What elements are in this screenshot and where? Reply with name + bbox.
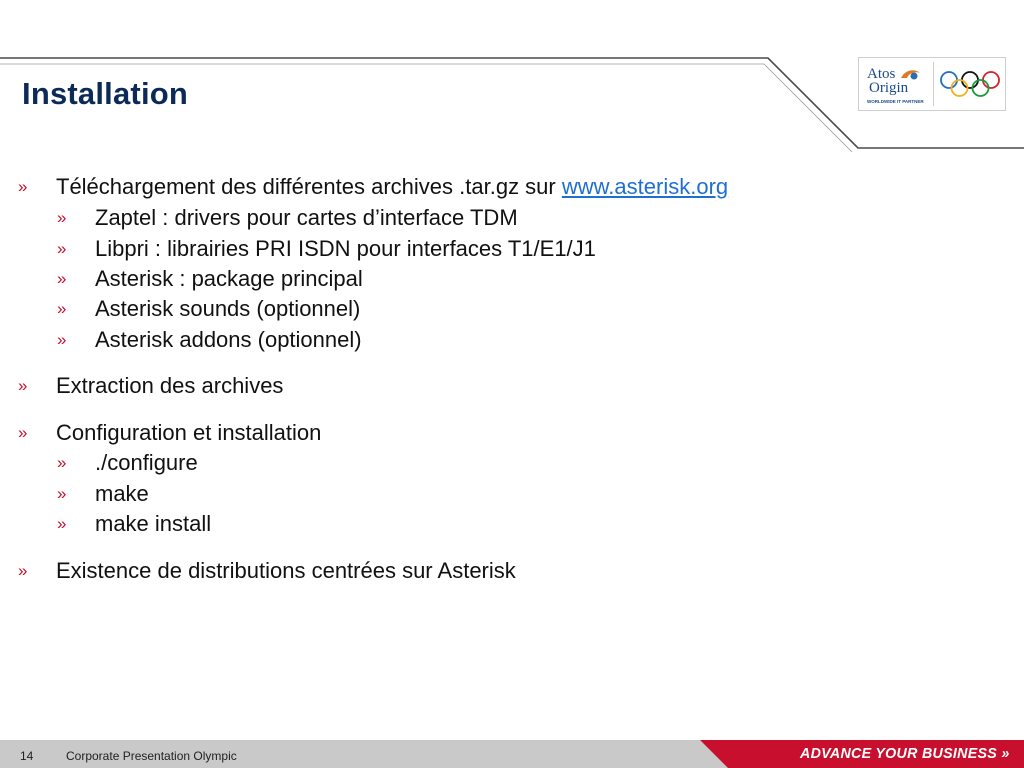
- bullet-marker: »: [57, 208, 67, 227]
- asterisk-link[interactable]: www.asterisk.org: [561, 174, 729, 199]
- sub-bullet-sounds: [57, 296, 361, 322]
- atos-origin-logo: [867, 66, 927, 106]
- bullet-distributions: [18, 558, 516, 584]
- bullet-marker: »: [57, 514, 67, 533]
- logo-brand-line2: Origin: [869, 80, 909, 96]
- bullet-marker: »: [18, 376, 28, 395]
- sub-bullet-text: make install: [95, 511, 212, 536]
- sub-bullet-text: make: [95, 481, 149, 506]
- bullet-text: Existence de distributions centrées sur Asterisk: [56, 558, 516, 583]
- olympic-rings-icon: [939, 70, 1001, 100]
- sub-bullet-text: Asterisk sounds (optionnel): [95, 296, 361, 321]
- bullet-marker: »: [57, 484, 67, 503]
- sub-bullet-addons: [57, 327, 362, 353]
- bullet-text: Téléchargement des différentes archives .tar.gz sur: [56, 174, 562, 199]
- sub-bullet-make-install: [57, 511, 212, 537]
- bullet-text: Extraction des archives: [56, 373, 284, 398]
- bullet-marker: »: [57, 330, 67, 349]
- bullet-marker: »: [57, 239, 67, 258]
- bullet-text: Configuration et installation: [56, 420, 322, 445]
- sub-bullet-text: ./configure: [95, 450, 198, 475]
- bullet-marker: »: [18, 561, 28, 580]
- sub-bullet-libpri: [57, 236, 596, 262]
- page-number: 14: [20, 749, 34, 763]
- bullet-marker: »: [57, 299, 67, 318]
- logo-divider: [933, 62, 934, 106]
- sub-bullet-zaptel: [57, 205, 518, 231]
- footer-banner: ADVANCE YOUR BUSINESS »: [800, 745, 1010, 762]
- logo-brand-line1: Atos: [867, 66, 896, 82]
- sub-bullet-text: Libpri : librairies PRI ISDN pour interfaces T1/E1/J1: [95, 236, 596, 261]
- sub-bullet-asterisk: [57, 266, 363, 292]
- bullet-marker: »: [18, 177, 28, 196]
- logo-tagline: WORLDWIDE IT PARTNER: [867, 99, 924, 104]
- bullet-marker: »: [57, 453, 67, 472]
- atos-origin-olympic-logo: [858, 57, 1006, 111]
- sub-bullet-text: Asterisk addons (optionnel): [95, 327, 362, 352]
- bullet-download: [18, 174, 729, 200]
- bullet-marker: »: [57, 269, 67, 288]
- slide-title: Installation: [22, 76, 189, 111]
- sub-bullet-make: [57, 481, 149, 507]
- sub-bullet-text: Asterisk : package principal: [95, 266, 363, 291]
- sub-bullet-configure: [57, 450, 198, 476]
- bullet-extraction: [18, 373, 284, 399]
- sub-bullet-text: Zaptel : drivers pour cartes d’interface TDM: [95, 205, 518, 230]
- footer-text: Corporate Presentation Olympic: [66, 749, 237, 763]
- bullet-marker: »: [18, 423, 28, 442]
- bullet-configuration: [18, 420, 322, 446]
